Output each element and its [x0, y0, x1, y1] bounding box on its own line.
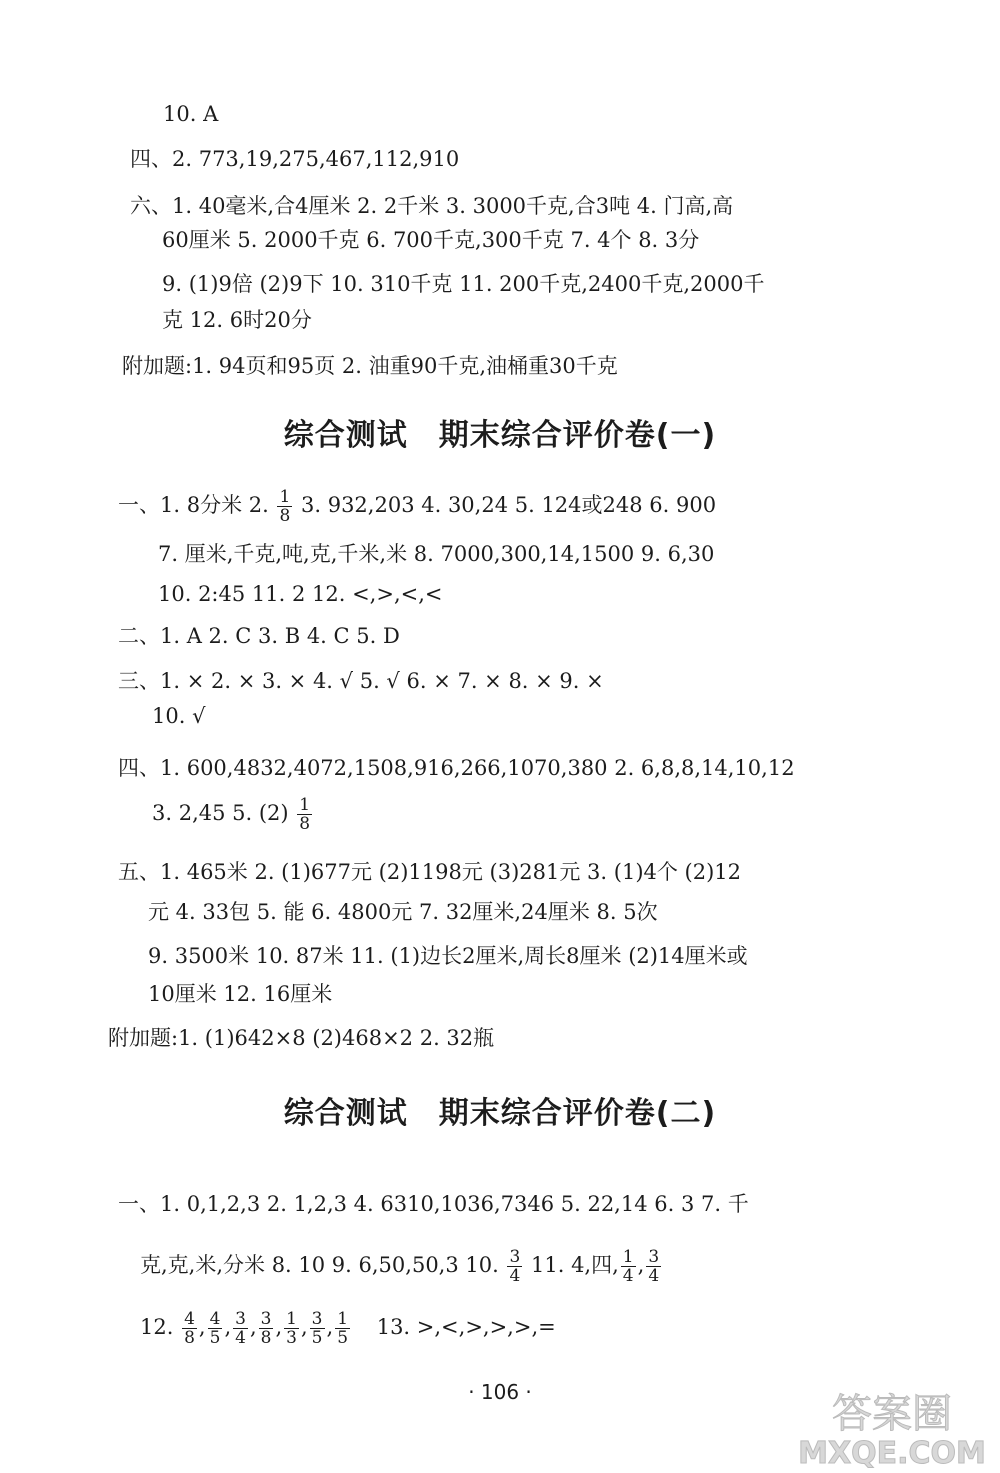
answer-text: 11. 4,四,	[531, 1253, 619, 1277]
answer-line: 7. 厘米,千克,吨,克,千米,米 8. 7000,300,14,1500 9. 6,30	[158, 542, 715, 566]
denominator: 8	[279, 506, 291, 526]
fraction	[233, 1310, 248, 1347]
answer-line: 60厘米 5. 2000千克 6. 700千克,300千克 7. 4个 8. 3分	[162, 228, 700, 252]
denominator: 5	[209, 1328, 221, 1348]
answer-line: 10. A	[163, 102, 219, 126]
answer-line: 二、1. A 2. C 3. B 4. C 5. D	[118, 624, 400, 648]
watermark-logo	[792, 1379, 992, 1469]
numerator: 4	[184, 1309, 195, 1329]
watermark-url: MXQE.COM	[798, 1436, 986, 1469]
denominator: 3	[286, 1328, 297, 1348]
numerator: 4	[209, 1309, 221, 1329]
numerator: 1	[279, 487, 291, 507]
fraction	[310, 1310, 325, 1347]
answer-line: 克 12. 6时20分	[162, 308, 312, 332]
watermark-text: 答案圈	[832, 1391, 952, 1437]
denominator: 5	[311, 1328, 323, 1348]
answer-line: 四、2. 773,19,275,467,112,910	[130, 147, 460, 171]
fraction	[335, 1310, 350, 1347]
answer-line: 12. $\frac{4}{8}$ , $\frac{4}{5}$ , $\frac{3}{4}$ , $\frac{3}{8}$ , $\frac{1}{3}$ , $\frac{3}{5}$ , $\frac{1}{5}$ 13. >,<,>,>,>,=	[140, 1309, 556, 1348]
fraction	[277, 488, 292, 525]
answer-line: 五、1. 465米 2. (1)677元 (2)1198元 (3)281元 3. (1)4个 (2)12	[118, 860, 742, 884]
fraction	[182, 1310, 197, 1347]
answer-line: 元 4. 33包 5. 能 6. 4800元 7. 32厘米,24厘米 8. 5次	[148, 900, 658, 924]
answer-line: 9. (1)9倍 (2)9下 10. 310千克 11. 200千克,2400千克,2000千	[162, 272, 765, 296]
answer-text: 3. 2,45 5. (2)	[152, 801, 289, 825]
fraction	[284, 1310, 299, 1347]
answer-line: 四、1. 600,4832,4072,1508,916,266,1070,380 2. 6,8,8,14,10,12	[118, 756, 795, 780]
numerator: 3	[235, 1309, 246, 1329]
fraction	[259, 1310, 274, 1347]
numerator: 3	[260, 1309, 272, 1329]
denominator: 5	[337, 1328, 349, 1348]
denominator: 4	[509, 1266, 521, 1286]
denominator: 4	[622, 1266, 634, 1286]
fraction	[507, 1248, 522, 1285]
numerator: 1	[622, 1247, 634, 1267]
answer-line: 10厘米 12. 16厘米	[148, 982, 333, 1006]
answer-line: 克,克,米,分米 8. 10 9. 6,50,50,3 10. $\frac{3}{4}$ 11. 4,四, $\frac{1}{4}$ , $\frac{3}{4}$	[140, 1247, 660, 1286]
answer-line: 附加题:1. (1)642×8 (2)468×2 2. 32瓶	[108, 1026, 495, 1050]
section-title: 综合测试 期末综合评价卷(二)	[283, 1096, 717, 1131]
numerator: 3	[509, 1247, 521, 1267]
answer-line: 10. √	[152, 704, 206, 728]
answer-line: 三、1. × 2. × 3. × 4. √ 5. √ 6. × 7. × 8. × 9. ×	[118, 669, 604, 693]
denominator: 4	[648, 1266, 660, 1286]
section-title: 综合测试 期末综合评价卷(一)	[283, 418, 717, 453]
answer-line: 一、1. 0,1,2,3 2. 1,2,3 4. 6310,1036,7346 5. 22,14 6. 3 7. 千	[118, 1192, 749, 1216]
fraction	[297, 796, 312, 833]
numerator: 3	[648, 1247, 660, 1267]
answer-line: 10. 2:45 11. 2 12. <,>,<,<	[158, 582, 443, 606]
answer-line: 六、1. 40毫米,合4厘米 2. 2千米 3. 3000千克,合3吨 4. 门高,高	[130, 194, 734, 218]
numerator: 3	[311, 1309, 323, 1329]
fraction	[621, 1248, 636, 1285]
answer-text: 3. 932,203 4. 30,24 5. 124或248 6. 900	[301, 493, 717, 517]
fraction	[208, 1310, 223, 1347]
answer-line	[118, 488, 716, 525]
denominator: 4	[235, 1328, 246, 1348]
answer-line	[152, 796, 314, 833]
fraction	[646, 1248, 661, 1285]
answer-text: 12.	[140, 1315, 174, 1339]
page-number: · 106 ·	[468, 1380, 532, 1404]
answer-text: 克,克,米,分米 8. 10 9. 6,50,50,3 10.	[140, 1253, 499, 1277]
denominator: 8	[260, 1328, 272, 1348]
answer-line: 9. 3500米 10. 87米 11. (1)边长2厘米,周长8厘米 (2)14厘米或	[148, 944, 748, 968]
answer-text: 13. >,<,>,>,>,=	[376, 1315, 556, 1339]
numerator: 1	[299, 795, 311, 815]
numerator: 1	[337, 1309, 349, 1329]
numerator: 1	[286, 1309, 297, 1329]
answer-line: 附加题:1. 94页和95页 2. 油重90千克,油桶重30千克	[122, 354, 618, 378]
answer-text: 一、1. 8分米 2.	[118, 493, 269, 517]
denominator: 8	[299, 814, 311, 834]
denominator: 8	[184, 1328, 195, 1348]
